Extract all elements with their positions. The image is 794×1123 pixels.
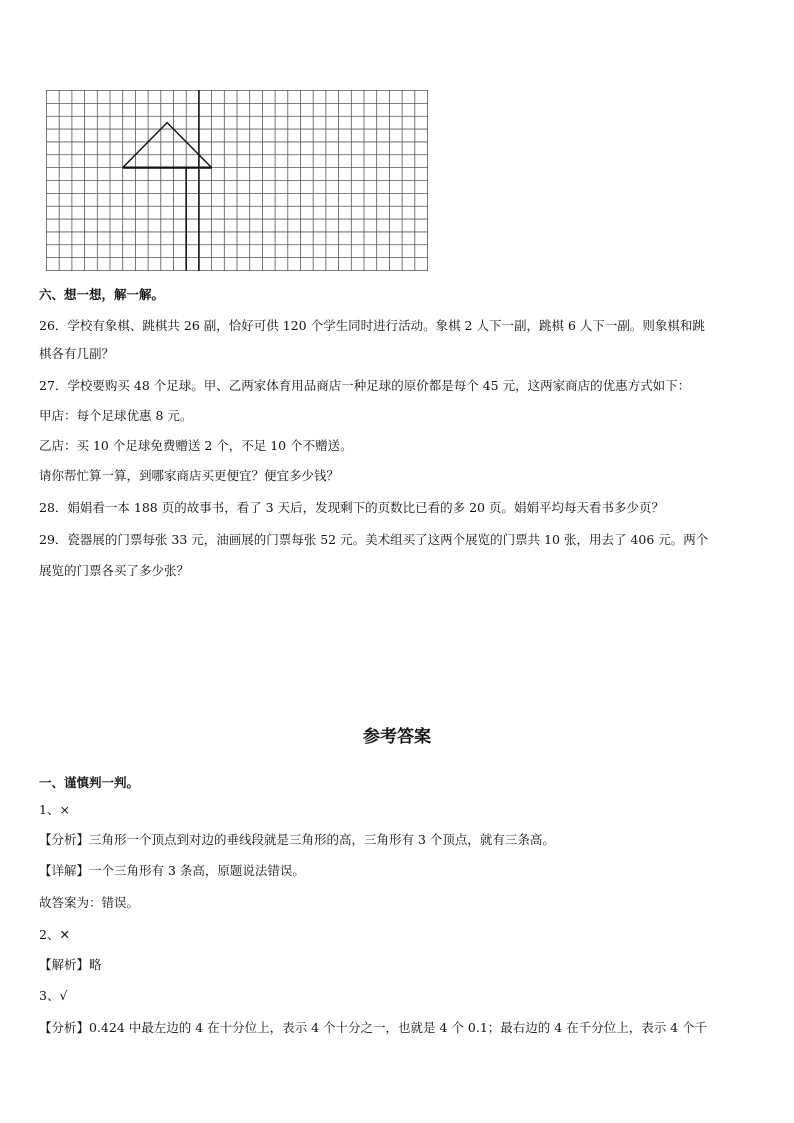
- square-grid: [46, 90, 428, 271]
- answer-1-conclusion: 故答案为：错误。: [39, 895, 140, 910]
- answers-title: 参考答案: [363, 727, 431, 747]
- answer-3-analysis: 【分析】0.424 中最左边的 4 在十分位上，表示 4 个十分之一，也就是 4 个 0.1；最右边的 4 在千分位上，表示 4 个千: [39, 1020, 708, 1035]
- answer-1-mark: 1、×: [39, 802, 70, 817]
- question-29-line-1: 29．瓷器展的门票每张 33 元，油画展的门票每张 52 元。美术组买了这两个展览的门票共 10 张，用去了 406 元。两个: [39, 532, 709, 547]
- answer-1-analysis: 【分析】三角形一个顶点到对边的垂线段就是三角形的高，三角形有 3 个顶点，就有三条高。: [39, 832, 555, 847]
- answer-2-mark: 2、✕: [39, 927, 70, 942]
- answer-3-mark: 3、√: [39, 988, 68, 1003]
- answer-2-analysis: 【解析】略: [39, 957, 102, 972]
- question-27-line-2: 甲店：每个足球优惠 8 元。: [39, 408, 193, 423]
- answer-1-detail: 【详解】一个三角形有 3 条高，原题说法错误。: [39, 863, 305, 878]
- question-29-line-2: 展览的门票各买了多少张？: [39, 563, 190, 578]
- grid-figure: [46, 90, 428, 271]
- question-27-line-3: 乙店：买 10 个足球免费赠送 2 个，不足 10 个不赠送。: [39, 438, 353, 453]
- question-26-line-2: 棋各有几副？: [39, 346, 115, 361]
- question-28-line-1: 28．娟娟看一本 188 页的故事书，看了 3 天后，发现剩下的页数比已看的多 20 页。娟娟平均每天看书多少页？: [39, 500, 664, 515]
- question-27-line-4: 请你帮忙算一算，到哪家商店买更便宜？便宜多少钱？: [39, 468, 340, 483]
- question-27-line-1: 27．学校要购买 48 个足球。甲、乙两家体育用品商店一种足球的原价都是每个 45 元，这两家商店的优惠方式如下：: [39, 378, 691, 393]
- question-26-line-1: 26．学校有象棋、跳棋共 26 副，恰好可供 120 个学生同时进行活动。象棋 2 人下一副，跳棋 6 人下一副。则象棋和跳: [39, 318, 705, 333]
- section-6-heading: 六、想一想，解一解。: [39, 287, 165, 302]
- answers-section-1-heading: 一、谨慎判一判。: [39, 775, 140, 790]
